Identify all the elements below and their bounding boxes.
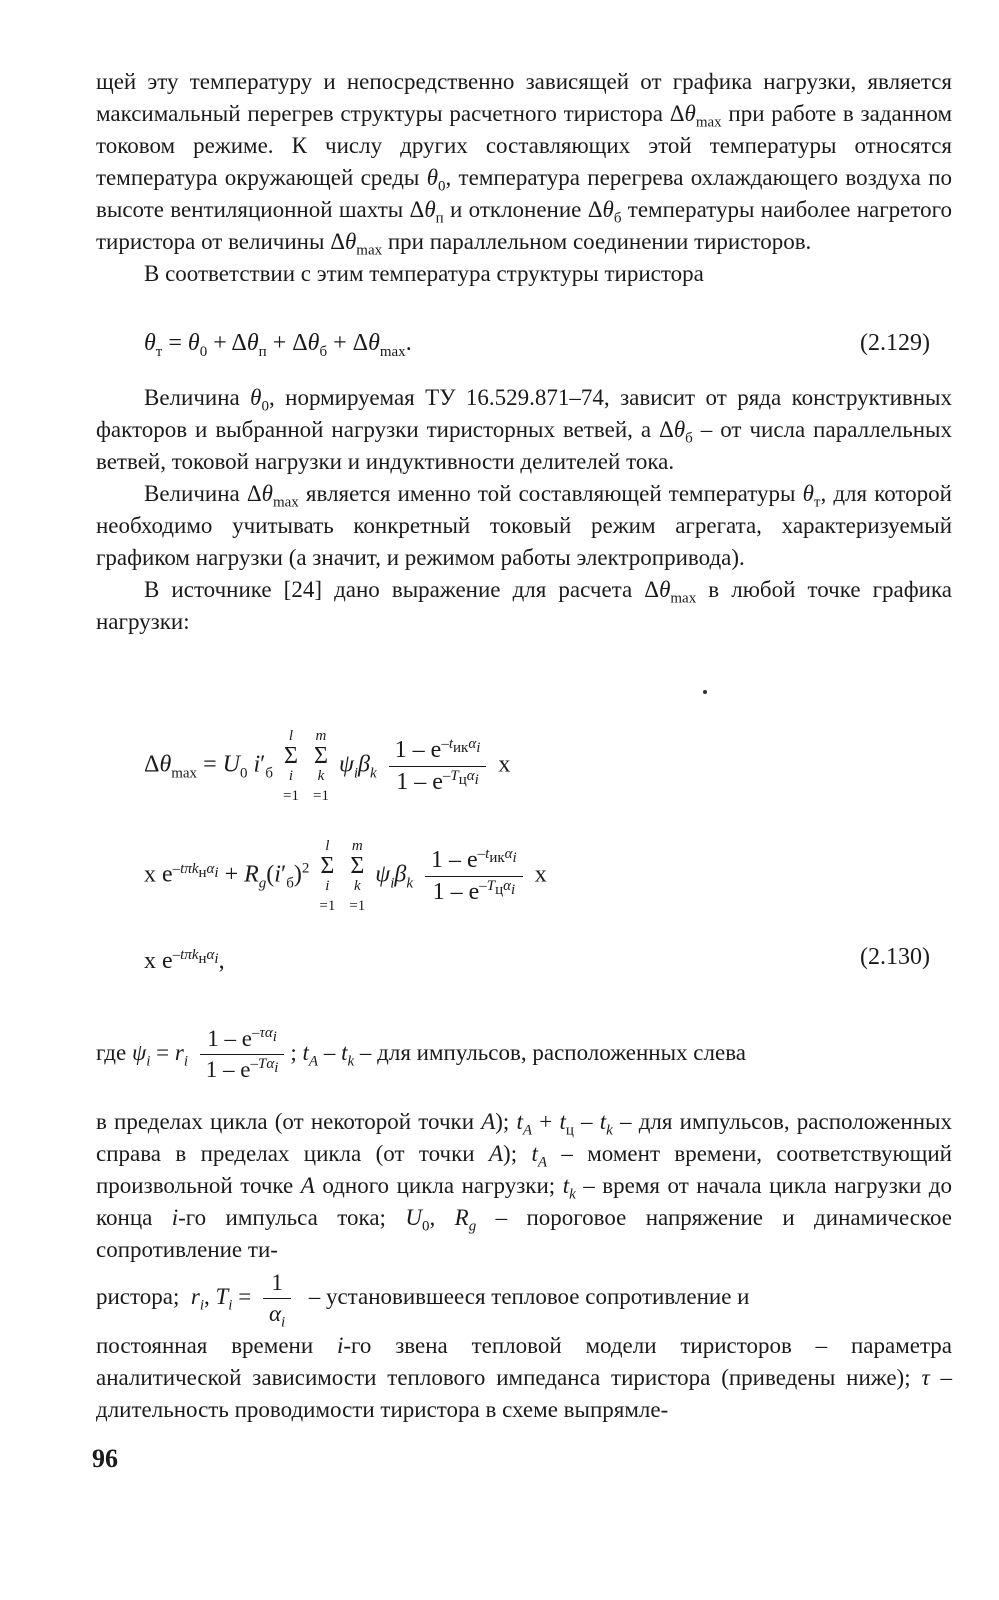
where-definition: где $\psi_i = r_i$ $\frac{1 - e^{-\tau\alpha_i}}{1 - e^{-T\alpha_i}}$ ; $t_A - t_k$ – для импульсов, расположенных слева [96, 1025, 746, 1082]
page-number: 96 [92, 1444, 118, 1473]
equation-number-2-130: (2.130) [860, 944, 930, 970]
paragraph-3-5 [96, 382, 952, 638]
print-speck [703, 690, 707, 694]
where-label: где [96, 1039, 127, 1065]
paragraph-3: Величина $\theta_0$, нормируемая ТУ 16.529.871–74, зависит от ряда конструктивных факторов и выбранной нагрузки тиристорных ветвей, а $\Delta\theta_б$ – от числа параллельных ветвей, токовой нагрузки и индуктивности делителей тока. [96, 385, 952, 474]
paragraph-1: щей эту температуру и непосредственно зависящей от графика нагрузки, является максимальный перегрев структуры расчетного тиристора $\Delta\theta_{max}$ при работе в заданном токовом режиме. К числу других составляющих этой температуры относятся температура окружающей среды $\theta_0$, температура перегрева охлаждающего воздуха по высоте вентиляционной шахты $\Delta\theta_п$ и отклонение $\Delta\theta_б$ температуры наиболее нагретого тиристора от величины $\Delta\theta_{max}$ при параллельном соединении тиристоров. В соответствии с этим температура структуры тиристора [96, 66, 952, 290]
paragraph-4: Величина $\Delta\theta_{max}$ является именно той составляющей температуры $\theta_т$, для которой необходимо учитывать конкретный токовый режим агрегата, характеризуемый графиком нагрузки (а значит, и режимом работы электропривода). [96, 481, 952, 570]
paragraph-2: В соответствии с этим температура структуры тиристора [144, 261, 704, 286]
equation-2-130-line-3: x $e^{-t\pi k_н\alpha_i}$, [144, 947, 225, 974]
paragraph-5: В источнике [24] дано выражение для расчета $\Delta\theta_{max}$ в любой точке графика нагрузки: [96, 577, 952, 634]
thermal-resistance-text: – установившееся тепловое сопротивление и [308, 1283, 750, 1309]
paragraph-8: постоянная времени i-го звена тепловой модели тиристоров – параметра аналитической зависимости теплового импеданса тиристора (приведены ниже); τ – длительность проводимости тиристора в схеме выпрямле- [96, 1333, 953, 1422]
paragraph-6: в пределах цикла (от некоторой точки A); $t_A + t_ц - t_k$ – для импульсов, расположенных справа в пределах цикла (от точки A); $t_A$ – момент времени, соответствующий произвольной точке A одного цикла нагрузки; $t_k$ – время от начала цикла нагрузки до конца i-го импульса тока; $U_0$, $R_g$ – пороговое напряжение и динамическое сопротивление ти- [96, 1109, 953, 1262]
equation-2-129: $\theta_т = \theta_0 + \Delta\theta_п + \Delta\theta_б + \Delta\theta_{max}$. [144, 330, 412, 360]
equation-2-130-line-1: $\Delta\theta_{max} = U_0$ $i'_б$ l Σ i =1 m Σ k =1 $\psi_i\beta_k$ $\frac{1 - e^{-t_{ик}\alpha_i}}{1 - e^{-T_ц\alpha_i}}$ x [144, 728, 511, 804]
ristora-text: ристора; [96, 1283, 180, 1309]
equation-number-2-129: (2.129) [860, 330, 930, 356]
thermal-parameters-line: ристора; $r_i$, $T_i$ = $\frac{1}{\alpha_i}$ – установившееся тепловое сопротивление и [96, 1270, 750, 1331]
equation-2-130-line-2: x $e^{-t\pi k_н\alpha_i} + R_g(i'_б)^2$ l Σ i =1 m Σ k =1 $\psi_i\beta_k$ $\frac{1 - e^{-t_{ик}\alpha_i}}{1 - e^{-T_ц\alpha_i}}$ x [144, 838, 547, 914]
where-tail: – для импульсов, расположенных слева [359, 1039, 746, 1065]
